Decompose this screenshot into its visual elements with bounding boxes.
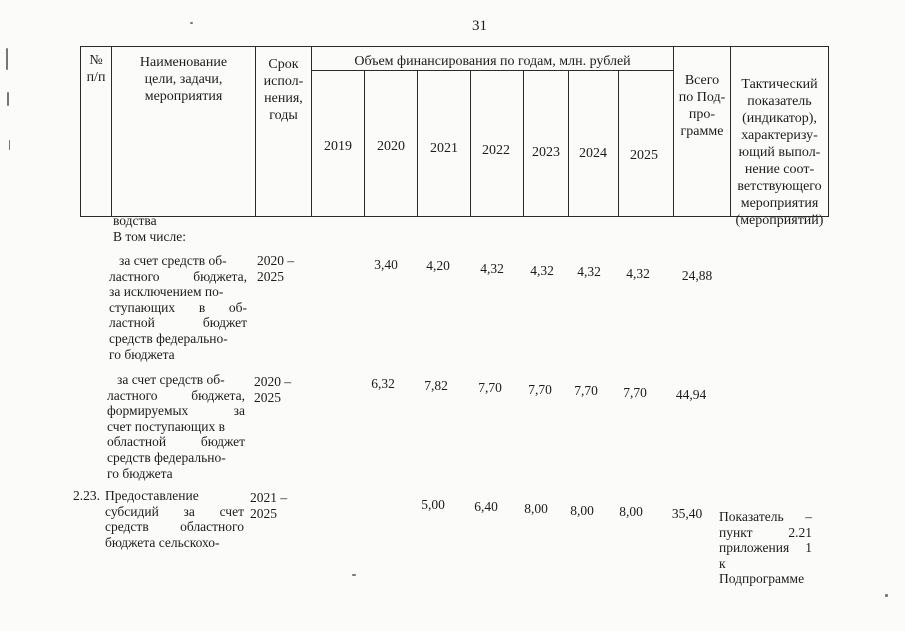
row3-indicator: Показатель – пункт 2.21 приложения 1 к Подпрограмме [719, 509, 812, 587]
row2-value-2022: 7,70 [478, 380, 502, 395]
row1-value-2025: 4,32 [626, 266, 650, 281]
row3-value-2023: 8,00 [524, 501, 548, 516]
row2-value-2020: 6,32 [371, 376, 395, 391]
row3-value-2024: 8,00 [570, 503, 594, 518]
row1-value-2024: 4,32 [577, 264, 601, 279]
scan-speck [190, 22, 193, 24]
header-year: 2021 [430, 141, 458, 156]
row1-name: за счет средств об- ластного бюджета, за исключением по- ступающих в об- ластной бюджет средств федерально- го бюджета [109, 253, 247, 362]
row2-value-2021: 7,82 [424, 378, 448, 393]
header-col-total: Всего по Под- про- грамме [678, 73, 726, 139]
row1-term: 2020 – 2025 [257, 253, 295, 284]
row1-value-2020: 3,40 [374, 257, 398, 272]
header-col-number: № п/п [86, 53, 106, 85]
row3-number: 2.23. [73, 488, 100, 503]
scan-speck [885, 594, 888, 597]
row2-term: 2020 – 2025 [254, 374, 292, 405]
header-col-term: Срок испол- нения, годы [263, 57, 304, 123]
row2-value-2023: 7,70 [528, 382, 552, 397]
scan-speck [6, 48, 8, 70]
row3-value-2025: 8,00 [619, 504, 643, 519]
row1-value-2021: 4,20 [426, 258, 450, 273]
header-year: 2024 [579, 146, 607, 161]
row3-name: Предоставление субсидий за счет средств областного бюджета сельскохо- [105, 488, 244, 550]
row2-value-2025: 7,70 [623, 385, 647, 400]
header-col-indicator: Тактический показатель (индикатор), характеризу- ющий выпол- нение соот- ветствующего мероприятия (мероприятий) [735, 77, 824, 228]
scan-speck [352, 574, 356, 576]
header-col-funding: Объем финансирования по годам, млн. рублей [354, 54, 631, 69]
row2-name: за счет средств об- ластного бюджета, формируемых за счет поступающих в областной бюджет средств федерально- го бюджета [107, 372, 245, 481]
row1-value-2022: 4,32 [480, 261, 504, 276]
header-year: 2022 [482, 143, 510, 158]
carry-over-text: водства В том числе: [113, 213, 186, 244]
scan-speck [7, 92, 9, 106]
row3-value-2022: 6,40 [474, 499, 498, 514]
header-year: 2025 [630, 148, 658, 163]
header-year: 2020 [377, 139, 405, 154]
header-col-name: Наименование цели, задачи, мероприятия [139, 55, 228, 104]
row3-term: 2021 – 2025 [250, 490, 288, 521]
row3-value-2021: 5,00 [421, 497, 445, 512]
row1-value-2023: 4,32 [530, 263, 554, 278]
row2-value-2024: 7,70 [574, 383, 598, 398]
row1-total: 24,88 [681, 268, 713, 283]
row2-total: 44,94 [675, 387, 707, 402]
scan-speck [9, 140, 10, 150]
header-year: 2019 [324, 139, 352, 154]
row3-total: 35,40 [671, 506, 703, 521]
header-year: 2023 [532, 145, 560, 160]
page-number: 31 [472, 18, 487, 34]
